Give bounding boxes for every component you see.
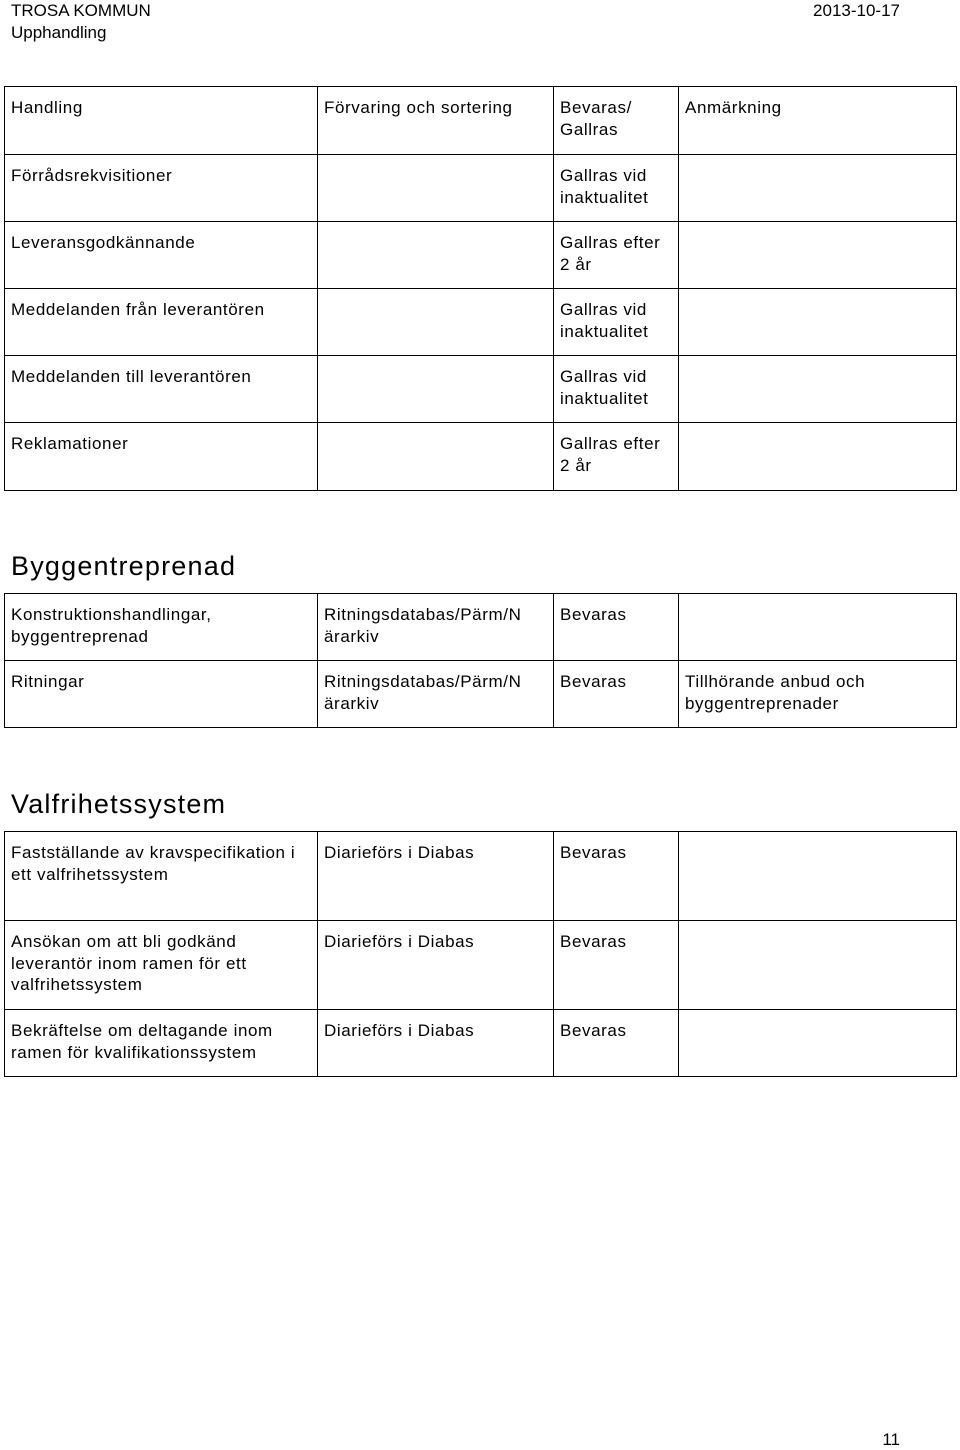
table-header-row <box>5 87 957 155</box>
table-row <box>5 1010 957 1077</box>
table-cell: Ritningsdatabas/Pärm/N ärarkiv <box>318 594 554 661</box>
table-row <box>5 921 957 1010</box>
table-valfrihetssystem <box>4 831 957 1077</box>
table-row <box>5 155 957 222</box>
table-row <box>5 423 957 491</box>
table-row <box>5 356 957 423</box>
table-cell: Konstruktionshandlingar, byggentreprenad <box>5 594 318 661</box>
table-cell <box>679 222 957 289</box>
table-cell: Tillhörande anbud och byggentreprenader <box>679 661 957 728</box>
table-cell: Ansökan om att bli godkänd leverantör inom ramen för ett valfrihetssystem <box>5 921 318 1010</box>
table-cell: Gallras vid inaktualitet <box>554 289 679 356</box>
table-cell: Diarieförs i Diabas <box>318 832 554 921</box>
table-cell: Diarieförs i Diabas <box>318 921 554 1010</box>
header-cell: Bevaras/ Gallras <box>554 87 679 155</box>
table-cell: Ritningsdatabas/Pärm/N ärarkiv <box>318 661 554 728</box>
page-number: 11 <box>882 1430 900 1449</box>
table-cell: Gallras efter 2 år <box>554 222 679 289</box>
table-cell <box>318 222 554 289</box>
header-cell: Handling <box>5 87 318 155</box>
table-cell: Bevaras <box>554 1010 679 1077</box>
table-cell: Gallras efter 2 år <box>554 423 679 491</box>
header-date: 2013-10-17 <box>813 1 900 20</box>
table-cell: Bevaras <box>554 594 679 661</box>
table-cell <box>679 423 957 491</box>
table-cell: Gallras vid inaktualitet <box>554 356 679 423</box>
table-cell: Ritningar <box>5 661 318 728</box>
org-name: TROSA KOMMUN <box>11 1 151 20</box>
page-header-left <box>11 0 151 44</box>
table-cell: Diarieförs i Diabas <box>318 1010 554 1077</box>
table-cell: Gallras vid inaktualitet <box>554 155 679 222</box>
table-cell: Bevaras <box>554 661 679 728</box>
table-cell: Bevaras <box>554 921 679 1010</box>
section-title-valfrihetssystem: Valfrihetssystem <box>11 789 227 819</box>
header-cell: Anmärkning <box>679 87 957 155</box>
table-cell: Bekräftelse om deltagande inom ramen för kvalifikationssystem <box>5 1010 318 1077</box>
table-byggentreprenad <box>4 593 957 728</box>
table-cell: Meddelanden från leverantören <box>5 289 318 356</box>
table-row <box>5 289 957 356</box>
section-title-byggentreprenad: Byggentreprenad <box>11 551 237 581</box>
table-cell: Reklamationer <box>5 423 318 491</box>
table-handling-general <box>4 86 957 491</box>
table-cell <box>679 356 957 423</box>
table-cell <box>679 832 957 921</box>
document-title: Upphandling <box>11 23 107 42</box>
table-cell <box>679 1010 957 1077</box>
table-cell: Bevaras <box>554 832 679 921</box>
table-row <box>5 594 957 661</box>
header-cell: Förvaring och sortering <box>318 87 554 155</box>
table-row <box>5 832 957 921</box>
table-cell: Förrådsrekvisitioner <box>5 155 318 222</box>
table-row <box>5 661 957 728</box>
table-cell: Leveransgodkännande <box>5 222 318 289</box>
table-row <box>5 222 957 289</box>
table-cell <box>679 289 957 356</box>
table-cell <box>318 423 554 491</box>
table-cell <box>679 594 957 661</box>
table-cell: Meddelanden till leverantören <box>5 356 318 423</box>
table-cell <box>318 289 554 356</box>
table-cell <box>318 155 554 222</box>
table-cell: Fastställande av kravspecifikation i ett valfrihetssystem <box>5 832 318 921</box>
table-cell <box>679 155 957 222</box>
table-cell <box>679 921 957 1010</box>
table-cell <box>318 356 554 423</box>
